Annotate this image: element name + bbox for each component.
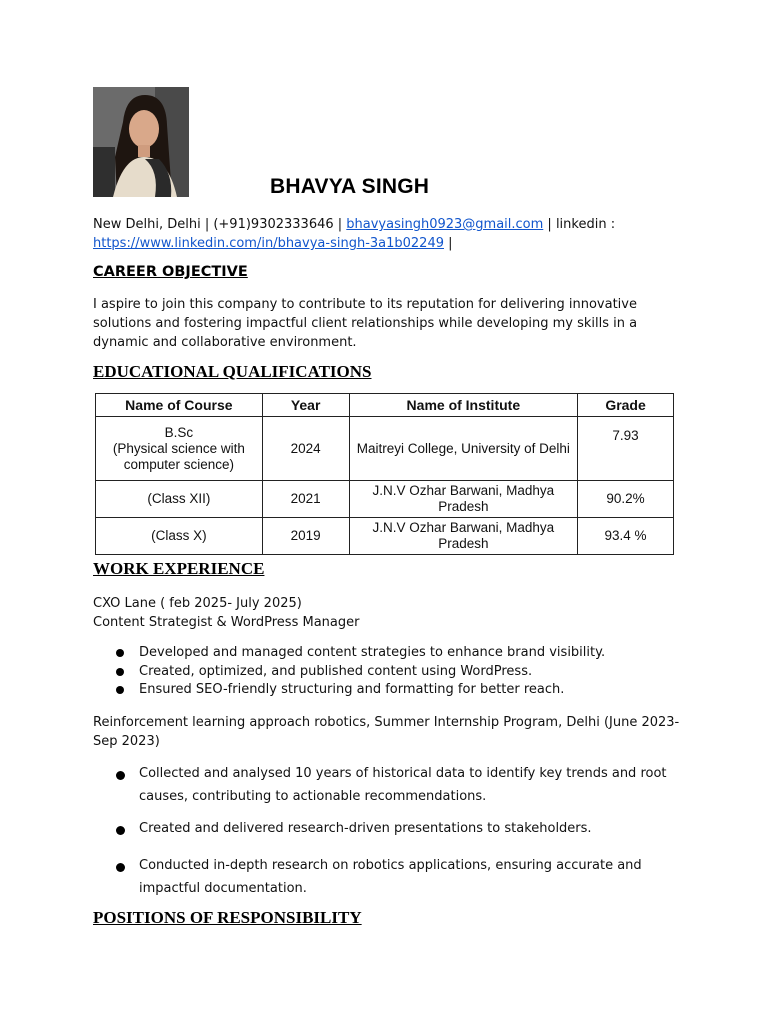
job2-title: Reinforcement learning approach robotics, Summer Internship Program, Delhi (June 2023-Sep 2023) [93, 715, 680, 749]
table-row [96, 417, 674, 481]
list-item: Created and delivered research-driven presentations to stakeholders. [139, 821, 592, 836]
job1-bullets [93, 644, 683, 700]
year-cell: 2024 [262, 417, 349, 481]
job1-role: Content Strategist & WordPress Manager [93, 615, 360, 630]
list-item: Collected and analysed 10 years of historical data to identify key trends and root causes, contributing to actionable recommendations. [139, 766, 667, 804]
column-header: Year [262, 394, 349, 417]
job1-company: CXO Lane ( feb 2025- July 2025) [93, 596, 302, 611]
year-cell: 2019 [262, 518, 349, 555]
institute-line: Pradesh [438, 536, 489, 551]
email-link[interactable]: bhavyasingh0923@gmail.com [346, 217, 544, 232]
grade-cell: 7.93 [578, 417, 674, 481]
column-header: Name of Course [96, 394, 263, 417]
positions-heading: POSITIONS OF RESPONSIBILITY [93, 908, 362, 927]
list-item: Developed and managed content strategies to enhance brand visibility. [93, 644, 683, 663]
course-cell [96, 417, 263, 481]
linkedin-link[interactable]: https://www.linkedin.com/in/bhavya-singh-3a1b02249 [93, 236, 444, 251]
education-table [95, 393, 674, 555]
column-header: Grade [578, 394, 674, 417]
institute-line: J.N.V Ozhar Barwani, Madhya [372, 520, 555, 535]
institute-cell [349, 518, 578, 555]
bullet-dot [116, 826, 125, 835]
year-cell: 2021 [262, 481, 349, 518]
table-row [96, 518, 674, 555]
contact-info [93, 215, 683, 253]
institute-cell [349, 481, 578, 518]
bullet-dot [116, 863, 125, 872]
list-item: Created, optimized, and published content using WordPress. [93, 663, 683, 682]
education-heading: EDUCATIONAL QUALIFICATIONS [93, 362, 372, 381]
profile-photo [93, 87, 189, 197]
linkedin-label: | linkedin : [543, 217, 616, 232]
table-row [96, 481, 674, 518]
list-item: Conducted in-depth research on robotics applications, ensuring accurate and impactful documentation. [139, 858, 642, 896]
work-experience-heading: WORK EXPERIENCE [93, 559, 265, 578]
course-line: computer science) [123, 456, 234, 472]
candidate-name: BHAVYA SINGH [270, 175, 430, 198]
location-phone: New Delhi, Delhi | (+91)9302333646 | [93, 217, 347, 232]
linkedin-suffix: | [444, 236, 453, 251]
job1-header [93, 594, 683, 632]
column-header: Name of Institute [349, 394, 578, 417]
bullet-dot [116, 771, 125, 780]
institute-cell: Maitreyi College, University of Delhi [349, 417, 578, 481]
grade-cell: 90.2% [578, 481, 674, 518]
career-objective-text: I aspire to join this company to contribute to its reputation for delivering innovative solutions and fostering impactful client relationships while developing my skills in a dynamic and collaborative environment. [93, 297, 638, 350]
institute-line: Pradesh [438, 499, 489, 514]
table-header-row [96, 394, 674, 417]
course-line: (Physical science with [112, 440, 245, 456]
course-cell: (Class X) [96, 518, 263, 555]
institute-line: J.N.V Ozhar Barwani, Madhya [372, 483, 555, 498]
course-cell: (Class XII) [96, 481, 263, 518]
list-item: Ensured SEO-friendly structuring and formatting for better reach. [93, 681, 683, 700]
career-objective-heading: CAREER OBJECTIVE [93, 264, 248, 280]
grade-cell: 93.4 % [578, 518, 674, 555]
course-line: B.Sc [164, 424, 194, 440]
